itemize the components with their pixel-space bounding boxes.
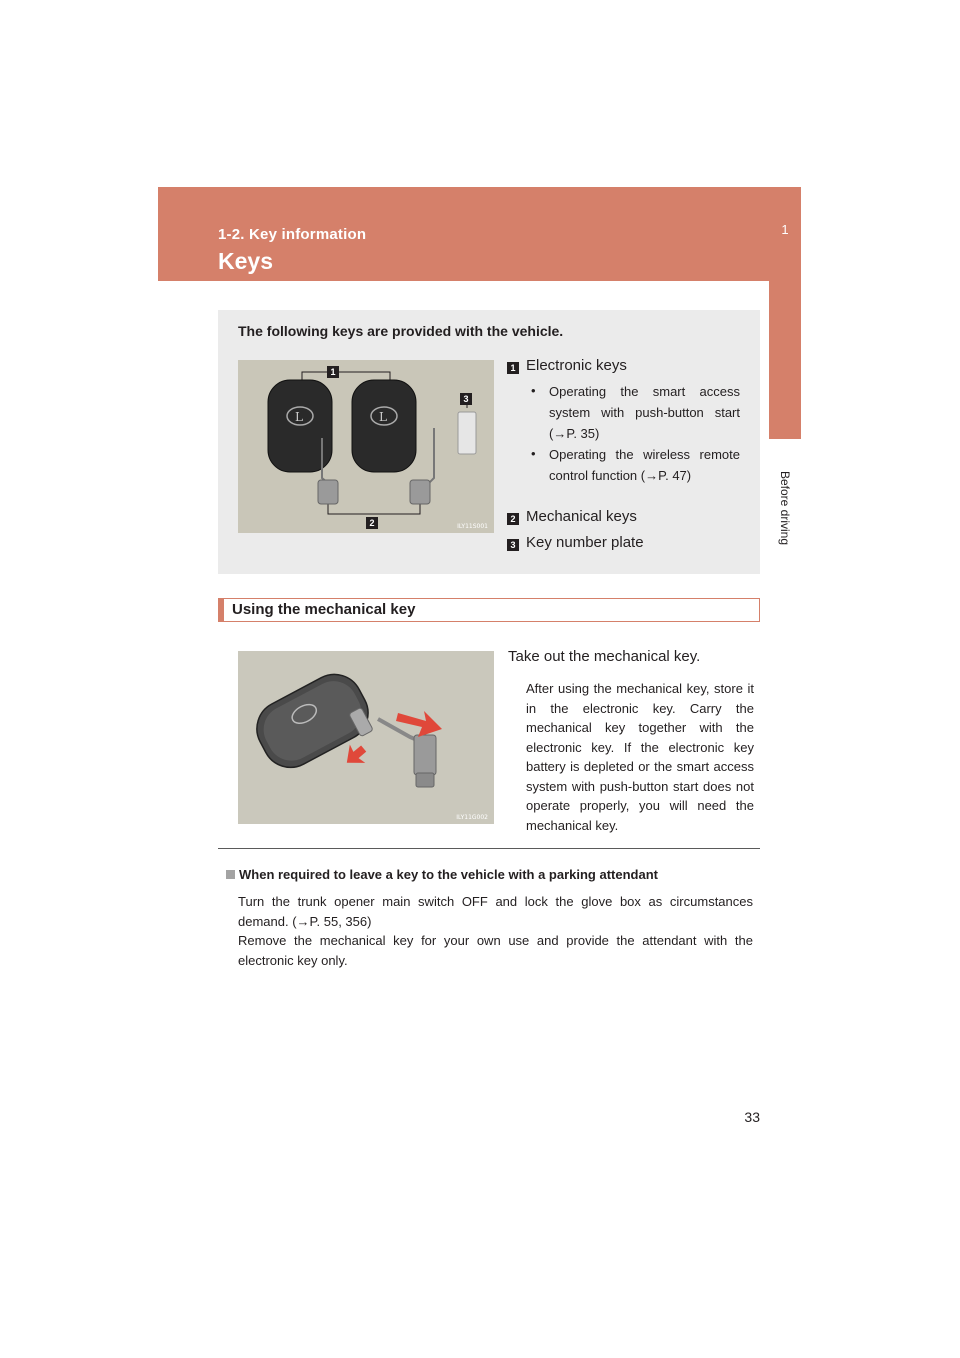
mechanical-key-drawing [238,651,494,824]
bullet-icon: • [531,446,536,461]
chapter-number: 1 [781,222,789,237]
keys-drawing [238,360,494,533]
figure-code: ILY11G002 [456,814,488,821]
electronic-keys-label: Electronic keys [526,357,627,374]
bullet-smart-access: Operating the smart access system with push-button start (→P. 35) [549,384,740,441]
step-text: Take out the mechanical key. [508,648,701,665]
callout-3: 3 [460,393,472,405]
bullet-wireless-remote: Operating the wireless remote control function (→P. 47) [549,447,740,483]
step-detail: After using the mechanical key, store it in the electronic key. Carry the mechanical key together with the electronic key. If the electronic key battery is depleted or the smart access system with push-button start does not operate properly, you will need the mechanical key. [526,681,754,833]
mechanical-keys-label: Mechanical keys [526,508,637,525]
sub-heading: Using the mechanical key [232,601,416,618]
note-line-1: Turn the trunk opener main switch OFF and lock the glove box as circumstances demand. (→P. 55, 356) [238,894,753,929]
callout-1: 1 [327,366,339,378]
chapter-name: Before driving [778,470,792,546]
list-number-3: 3 [507,539,519,551]
section-label: 1-2. Key information [218,226,367,243]
intro-text: The following keys are provided with the vehicle. [238,323,564,339]
svg-text:L: L [379,410,387,424]
mechanical-key-illustration [238,651,494,824]
note-square-icon [226,870,235,879]
key-number-plate-label: Key number plate [526,534,644,551]
page-title: Keys [218,248,273,274]
callout-2: 2 [366,517,378,529]
figure-code: ILY11S001 [457,523,488,530]
note-body [238,892,753,970]
note-heading: When required to leave a key to the vehicle with a parking attendant [226,867,658,882]
bullet-icon: • [531,383,536,398]
divider [218,848,760,849]
keys-illustration [238,360,494,533]
page-number: 33 [744,1109,760,1125]
sub-heading-bar [218,598,224,622]
svg-text:L: L [295,410,303,424]
list-number-1: 1 [507,362,519,374]
list-number-2: 2 [507,513,519,525]
note-line-2: Remove the mechanical key for your own use and provide the attendant with the electronic key only. [238,933,753,968]
